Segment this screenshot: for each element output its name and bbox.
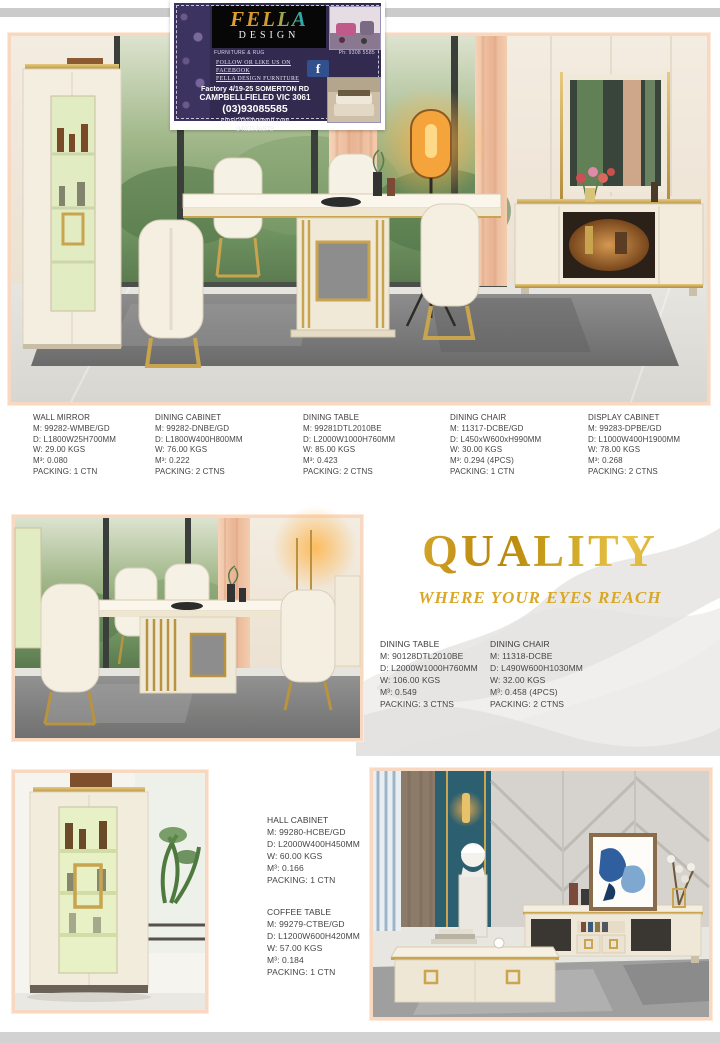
vertical-blinds	[373, 771, 401, 931]
product-spec-dining-table-2	[380, 638, 478, 710]
dining-table-scene	[15, 518, 360, 738]
address-line-1: Factory 4/19-25 SOMERTON RD	[200, 84, 310, 93]
product-name: DINING CHAIR	[490, 639, 550, 649]
product-packing: PACKING: 1 CTN	[267, 875, 336, 885]
product-name: DISPLAY CABINET	[588, 413, 660, 422]
product-volume: M³: 0.080	[33, 456, 68, 466]
quality-subtitle: WHERE YOUR EYES REACH	[418, 588, 662, 607]
product-model: M: 99282-DNBE/GD	[155, 423, 230, 433]
brand-logo	[212, 6, 326, 48]
quality-title: QUALITY	[372, 524, 708, 577]
product-weight: W: 106.00 KGS	[380, 675, 441, 685]
product-weight: W: 85.00 KGS	[303, 445, 356, 455]
product-weight: W: 78.00 KGS	[588, 445, 641, 455]
product-spec-wall-mirror	[33, 413, 116, 478]
product-weight: W: 76.00 KGS	[155, 445, 208, 455]
product-spec-hall-cabinet	[267, 814, 360, 886]
product-spec-dining-cabinet	[155, 413, 243, 478]
product-dims: D: L2000W1000H760MM	[303, 434, 396, 444]
product-model: M: 11317-DCBE/GD	[450, 423, 524, 433]
wall-sconce-icon	[462, 793, 470, 823]
product-model: M: 11318-DCBE	[490, 651, 553, 661]
product-volume: M³: 0.294 (4PCS)	[450, 456, 514, 466]
product-packing: PACKING: 2 CTNS	[155, 466, 225, 476]
hall-cabinet-photo	[12, 770, 208, 1013]
product-volume: M³: 0.166	[267, 863, 304, 873]
card-address-block	[180, 84, 330, 133]
dining-table-photo	[12, 515, 363, 741]
sideboard-edge	[335, 576, 360, 666]
product-volume: M³: 0.423	[303, 456, 338, 466]
product-model: M: 99283-DPBE/GD	[588, 423, 662, 433]
product-dims: D: L1800W25H700MM	[33, 434, 117, 444]
mobile-text: 0402516879	[236, 124, 274, 133]
living-room-photo	[370, 768, 712, 1020]
product-dims: D: L2000W400H450MM	[267, 839, 360, 849]
product-volume: M³: 0.184	[267, 955, 304, 965]
card-phone-top: Ph: 9308 5585	[338, 50, 375, 56]
product-name: HALL CABINET	[267, 815, 329, 825]
product-name: DINING CABINET	[155, 413, 222, 422]
product-spec-dining-table	[303, 413, 395, 478]
product-name: WALL MIRROR	[33, 413, 90, 422]
address-line-2: CAMPBELLFIELED VIC 3061	[199, 93, 311, 102]
email-text: elusit20@hotmail.com	[221, 115, 289, 124]
product-dims: D: L1200W600H420MM	[267, 931, 360, 941]
cabinet-edge	[15, 528, 41, 648]
phone-main: (03)93085585	[222, 103, 288, 115]
product-weight: W: 32.00 KGS	[490, 675, 546, 685]
product-dims: D: L1000W400H1900MM	[588, 434, 681, 444]
product-dims: D: L490W600H1030MM	[490, 663, 583, 673]
hall-cabinet-scene	[15, 773, 205, 1010]
showroom-thumbnail	[329, 6, 381, 50]
product-weight: W: 57.00 KGS	[267, 943, 323, 953]
social-lines	[216, 59, 299, 83]
product-name: COFFEE TABLE	[267, 907, 332, 917]
shelf-books	[577, 921, 625, 933]
product-volume: M³: 0.549	[380, 687, 417, 697]
bust-sculpture	[459, 843, 487, 937]
product-model: M: 99280-HCBE/GD	[267, 827, 346, 837]
bedroom-thumbnail	[327, 77, 381, 123]
product-weight: W: 60.00 KGS	[267, 851, 323, 861]
product-model: M: 90128DTL2010BE	[380, 651, 464, 661]
product-name: DINING TABLE	[380, 639, 440, 649]
product-model: M: 99281DTL2010BE	[303, 423, 382, 433]
product-packing: PACKING: 1 CTN	[267, 967, 336, 977]
product-spec-dining-chair-2	[490, 638, 583, 710]
product-spec-coffee-table	[267, 906, 360, 978]
abstract-painting	[591, 835, 655, 909]
hall-cabinet	[30, 787, 148, 993]
product-weight: W: 29.00 KGS	[33, 445, 86, 455]
product-packing: PACKING: 2 CTNS	[490, 699, 565, 709]
product-packing: PACKING: 1 CTN	[450, 466, 515, 476]
bottom-divider-band	[0, 1032, 720, 1043]
display-cabinet	[23, 58, 121, 349]
card-tagline: FURNITURE & RUG	[214, 50, 265, 56]
product-weight: W: 30.00 KGS	[450, 445, 503, 455]
product-packing: PACKING: 1 CTN	[33, 466, 98, 476]
brand-logo-text: FELLA	[212, 8, 326, 30]
product-packing: PACKING: 2 CTNS	[588, 466, 658, 476]
product-model: M: 99282-WMBE/GD	[33, 423, 110, 433]
product-spec-display-cabinet	[588, 413, 680, 478]
product-volume: M³: 0.458 (4PCS)	[490, 687, 558, 697]
product-volume: M³: 0.268	[588, 456, 623, 466]
product-name: DINING CHAIR	[450, 413, 507, 422]
product-model: M: 99279-CTBE/GD	[267, 919, 345, 929]
product-dims: D: L2000W1000H760MM	[380, 663, 478, 673]
product-dims: D: L1800W400H800MM	[155, 434, 243, 444]
social-line-1: FOLLOW OR LIKE US ON	[216, 60, 291, 66]
brand-logo-sub: DESIGN	[238, 30, 300, 41]
business-card	[170, 0, 385, 133]
product-packing: PACKING: 3 CTNS	[380, 699, 455, 709]
product-volume: M³: 0.222	[155, 456, 190, 466]
living-room-scene	[373, 771, 709, 1017]
product-packing: PACKING: 2 CTNS	[303, 466, 373, 476]
product-dims: D: L450xW600xH990MM	[450, 434, 542, 444]
social-line-3: FELLA DESIGN FURNITURE	[216, 76, 300, 82]
product-name: DINING TABLE	[303, 413, 360, 422]
product-spec-dining-chair	[450, 413, 541, 478]
social-line-2: FACEBOOK	[216, 68, 251, 74]
facebook-icon: f	[307, 60, 329, 77]
